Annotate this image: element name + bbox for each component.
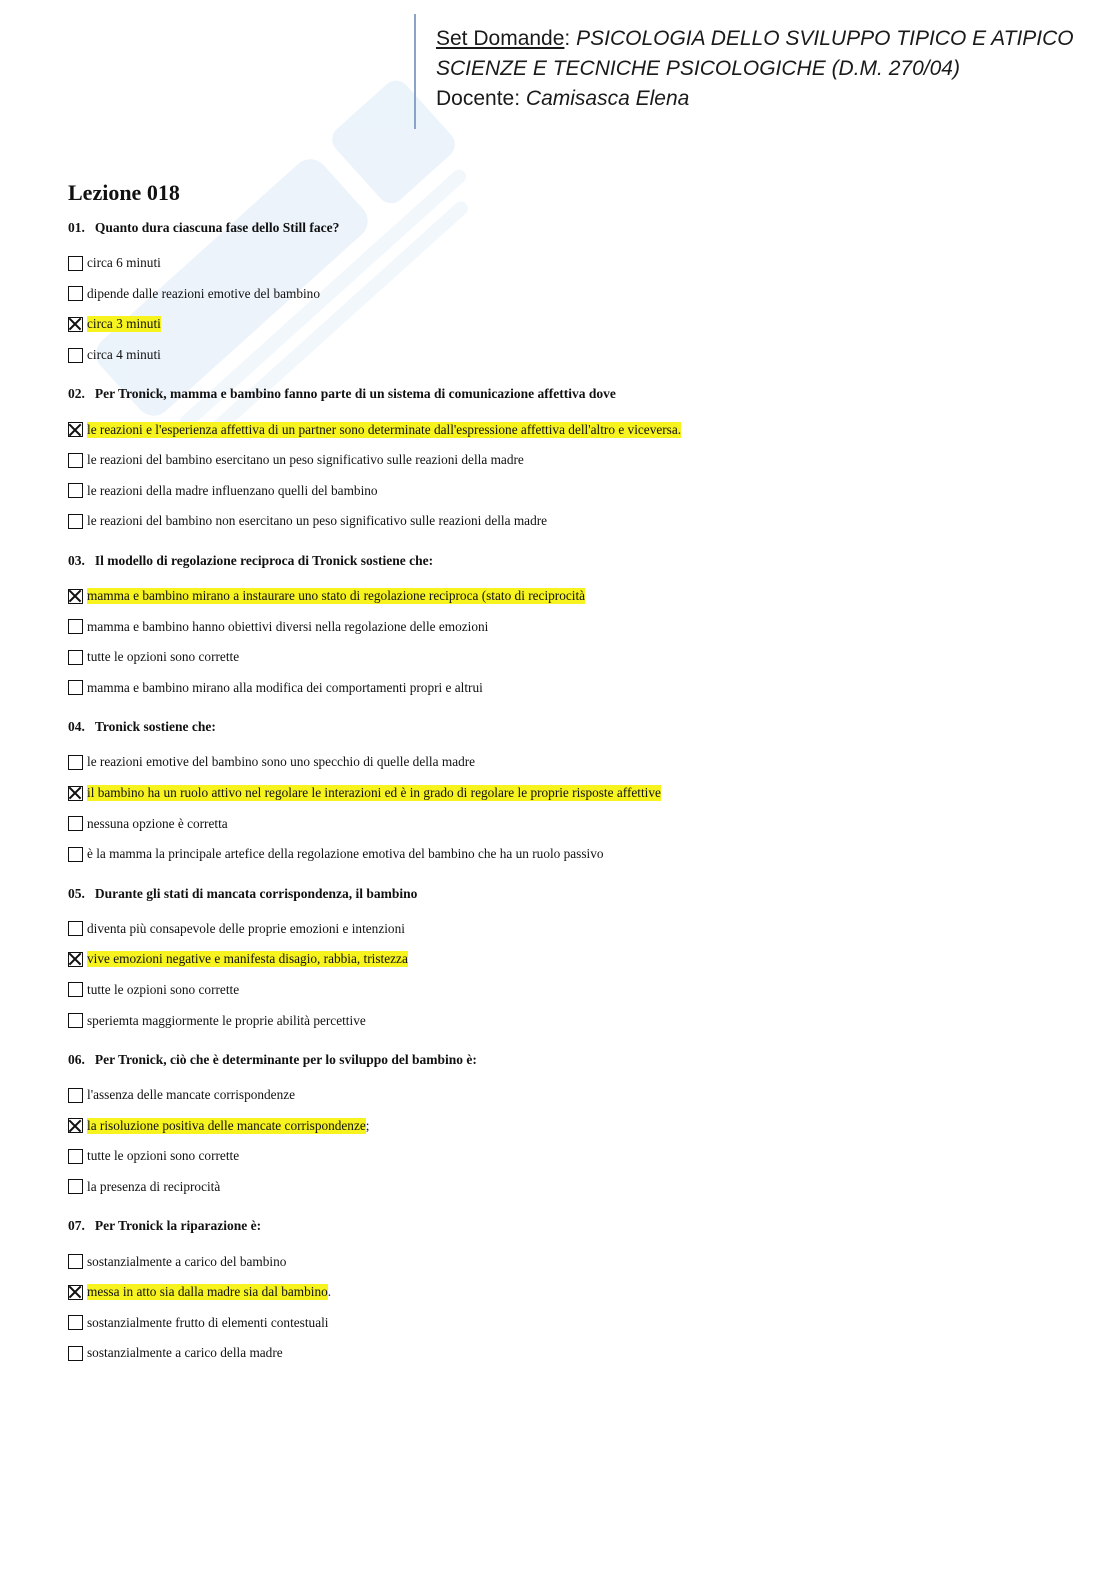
option-label: mamma e bambino mirano a instaurare uno stato di regolazione reciproca (stato di reciprocità (87, 588, 586, 604)
option-label: tutte le ozpioni sono corrette (87, 981, 240, 997)
option-label: tutte le opzioni sono corrette (87, 1148, 240, 1164)
checked-box-icon[interactable] (68, 786, 83, 801)
answer-option[interactable] (68, 414, 1068, 445)
option-label: circa 6 minuti (87, 255, 161, 271)
option-label: speriemta maggiormente le proprie abilità percettive (87, 1012, 366, 1028)
answer-option[interactable] (68, 309, 1068, 340)
checkbox-icon[interactable] (68, 619, 83, 634)
lesson-title: Lezione 018 (68, 180, 180, 205)
option-label: il bambino ha un ruolo attivo nel regolare le interazioni ed è in grado di regolare le proprie risposte affettive (87, 785, 661, 801)
course-title: PSICOLOGIA DELLO SVILUPPO TIPICO E ATIPICO (576, 27, 1074, 50)
checkbox-icon[interactable] (68, 816, 83, 831)
checkbox-icon[interactable] (68, 1088, 83, 1103)
question-block (68, 1050, 1068, 1202)
answer-option[interactable] (68, 778, 1068, 809)
option-label: messa in atto sia dalla madre sia dal bambino (87, 1284, 328, 1300)
checkbox-icon[interactable] (68, 256, 83, 271)
option-label: le reazioni del bambino non esercitano un peso significativo sulle reazioni della madre (87, 513, 548, 529)
answer-option[interactable] (68, 914, 1068, 945)
question-list (68, 218, 1068, 1369)
checkbox-icon[interactable] (68, 1315, 83, 1330)
header-course-line (436, 24, 1106, 54)
checkbox-icon[interactable] (68, 982, 83, 997)
question-number: 01. (68, 220, 85, 235)
answer-option[interactable] (68, 1338, 1068, 1369)
option-label: circa 4 minuti (87, 347, 161, 363)
answer-option[interactable] (68, 642, 1068, 673)
checkbox-icon[interactable] (68, 453, 83, 468)
answer-option[interactable] (68, 445, 1068, 476)
answer-option[interactable] (68, 1277, 1068, 1308)
question-number: 03. (68, 552, 85, 568)
question-number: 05. (68, 885, 85, 901)
question-text (68, 1216, 1068, 1238)
set-label: Set Domande (436, 27, 565, 50)
option-suffix: ; (365, 1117, 370, 1133)
checkbox-icon[interactable] (68, 483, 83, 498)
question-number: 02. (68, 386, 85, 402)
teacher-name: Camisasca Elena (525, 87, 690, 110)
question-number: 04. (68, 719, 85, 735)
question-block (68, 384, 1068, 536)
checkbox-icon[interactable] (68, 1149, 83, 1164)
checkbox-icon[interactable] (68, 680, 83, 695)
question-label: Per Tronick, mamma e bambino fanno parte di un sistema di comunicazione affettiva dove (94, 386, 616, 402)
option-label: diventa più consapevole delle proprie emozioni e intenzioni (87, 920, 405, 936)
question-label: Durante gli stati di mancata corrispondenza, il bambino (94, 885, 418, 901)
answer-option[interactable] (68, 1141, 1068, 1172)
question-label: Il modello di regolazione reciproca di Tronick sostiene che: (94, 552, 434, 568)
checked-box-icon[interactable] (68, 422, 83, 437)
option-label: sostanzialmente frutto di elementi contestuali (87, 1314, 329, 1330)
checkbox-icon[interactable] (68, 1013, 83, 1028)
option-label: le reazioni e l'esperienza affettiva di un partner sono determinate dall'espressione affettiva dell'altro e viceversa. (87, 421, 682, 437)
document-header (436, 24, 1106, 114)
checkbox-icon[interactable] (68, 1254, 83, 1269)
answer-option[interactable] (68, 747, 1068, 778)
degree-title: SCIENZE E TECNICHE PSICOLOGICHE (D.M. 270/04) (436, 57, 960, 80)
option-label: sostanzialmente a carico della madre (87, 1345, 283, 1361)
answer-option[interactable] (68, 248, 1068, 279)
checkbox-icon[interactable] (68, 348, 83, 363)
question-text (68, 1050, 1068, 1072)
question-block (68, 884, 1068, 1036)
checkbox-icon[interactable] (68, 1179, 83, 1194)
question-text (68, 218, 1068, 240)
question-text (68, 717, 1068, 739)
checkbox-icon[interactable] (68, 847, 83, 862)
answer-option[interactable] (68, 279, 1068, 310)
checkbox-icon[interactable] (68, 921, 83, 936)
question-block (68, 218, 1068, 370)
question-text (68, 551, 1068, 573)
option-label: è la mamma la principale artefice della regolazione emotiva del bambino che ha un ruolo passivo (87, 846, 604, 862)
checked-box-icon[interactable] (68, 952, 83, 967)
answer-option[interactable] (68, 581, 1068, 612)
answer-option[interactable] (68, 1005, 1068, 1036)
answer-option[interactable] (68, 808, 1068, 839)
question-label: Quanto dura ciascuna fase dello Still face? (94, 220, 340, 235)
question-label: Tronick sostiene che: (94, 719, 216, 735)
option-label: sostanzialmente a carico del bambino (87, 1253, 287, 1269)
answer-option[interactable] (68, 1246, 1068, 1277)
option-suffix: . (327, 1284, 332, 1300)
answer-option[interactable] (68, 506, 1068, 537)
answer-option[interactable] (68, 1080, 1068, 1111)
checkbox-icon[interactable] (68, 650, 83, 665)
checked-box-icon[interactable] (68, 1285, 83, 1300)
answer-option[interactable] (68, 1307, 1068, 1338)
checkbox-icon[interactable] (68, 514, 83, 529)
question-text (68, 384, 1068, 406)
checkbox-icon[interactable] (68, 1346, 83, 1361)
header-divider (414, 14, 416, 129)
answer-option[interactable] (68, 673, 1068, 704)
answer-option[interactable] (68, 839, 1068, 870)
option-label: le reazioni della madre influenzano quelli del bambino (87, 482, 378, 498)
checked-box-icon[interactable] (68, 317, 83, 332)
answer-option[interactable] (68, 1172, 1068, 1203)
option-label: mamma e bambino hanno obiettivi diversi nella regolazione delle emozioni (87, 618, 489, 634)
answer-option[interactable] (68, 944, 1068, 975)
question-label: Per Tronick la riparazione è: (94, 1218, 262, 1234)
option-label: la risoluzione positiva delle mancate corrispondenze (87, 1117, 366, 1133)
question-block (68, 717, 1068, 869)
checkbox-icon[interactable] (68, 286, 83, 301)
option-label: circa 3 minuti (87, 316, 161, 332)
answer-option[interactable] (68, 975, 1068, 1006)
option-label: la presenza di reciprocità (87, 1178, 221, 1194)
set-label-colon: : (564, 27, 571, 50)
question-block (68, 551, 1068, 703)
checkbox-icon[interactable] (68, 755, 83, 770)
option-label: le reazioni emotive del bambino sono uno specchio di quelle della madre (87, 754, 476, 770)
option-label: nessuna opzione è corretta (87, 815, 228, 831)
question-block (68, 1216, 1068, 1368)
question-number: 06. (68, 1051, 85, 1067)
option-label: l'assenza delle mancate corrispondenze (87, 1087, 296, 1103)
option-label: le reazioni del bambino esercitano un peso significativo sulle reazioni della madre (87, 452, 524, 468)
question-number: 07. (68, 1218, 85, 1234)
checked-box-icon[interactable] (68, 589, 83, 604)
quiz-content (68, 178, 1068, 1383)
option-label: tutte le opzioni sono corrette (87, 649, 240, 665)
question-label: Per Tronick, ciò che è determinante per lo sviluppo del bambino è: (94, 1051, 477, 1067)
question-text (68, 884, 1068, 906)
answer-option[interactable] (68, 1110, 1068, 1141)
header-teacher-line (436, 84, 1106, 114)
answer-option[interactable] (68, 340, 1068, 371)
option-label: mamma e bambino mirano alla modifica dei comportamenti propri e altrui (87, 679, 483, 695)
answer-option[interactable] (68, 476, 1068, 507)
teacher-label: Docente: (436, 87, 521, 110)
option-label: vive emozioni negative e manifesta disagio, rabbia, tristezza (87, 951, 408, 967)
checked-box-icon[interactable] (68, 1118, 83, 1133)
option-label: dipende dalle reazioni emotive del bambino (87, 285, 320, 301)
answer-option[interactable] (68, 611, 1068, 642)
